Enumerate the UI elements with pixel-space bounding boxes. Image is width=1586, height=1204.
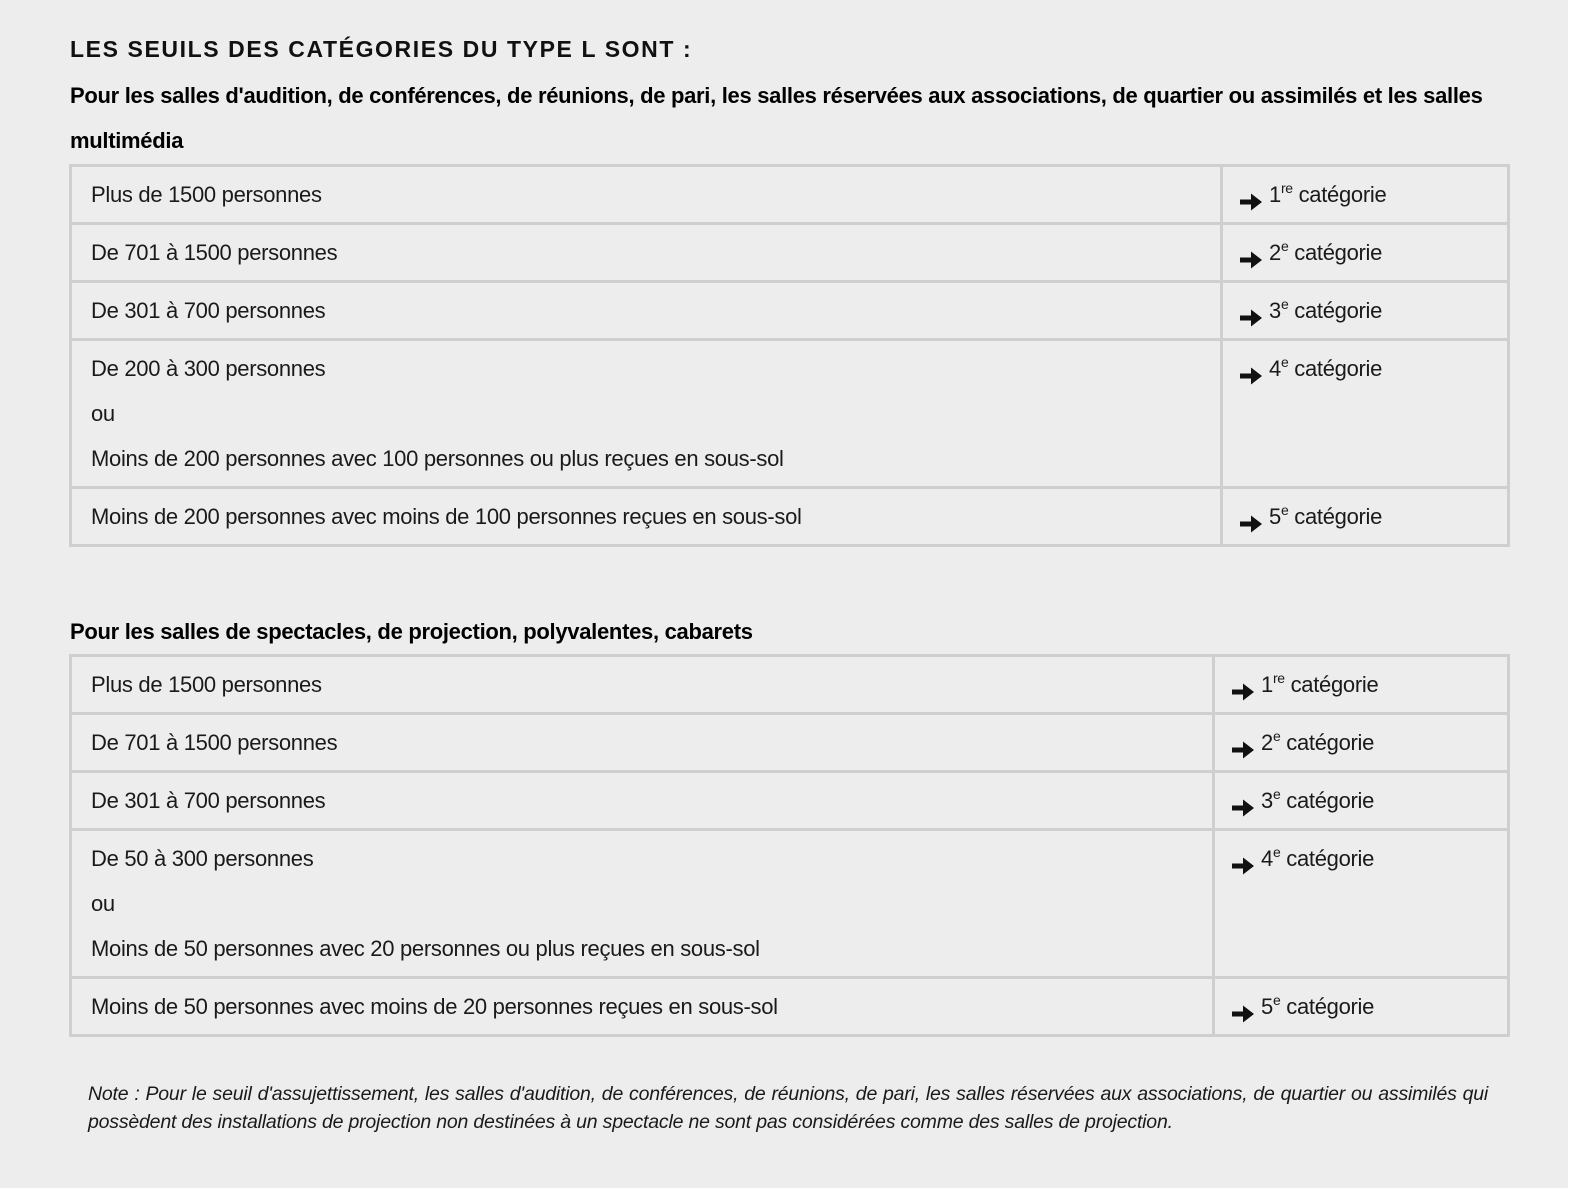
category-number: 3 bbox=[1269, 298, 1281, 323]
category-cell bbox=[1222, 166, 1509, 224]
category-number: 3 bbox=[1261, 788, 1273, 813]
range-cell bbox=[71, 978, 1214, 1036]
category-ordinal-suffix: e bbox=[1272, 992, 1281, 1008]
arrow-right-icon bbox=[1239, 357, 1263, 379]
category-ordinal-suffix: e bbox=[1280, 296, 1289, 312]
category-number: 5 bbox=[1261, 994, 1273, 1019]
category-number: 2 bbox=[1261, 730, 1273, 755]
category-label: catégorie bbox=[1290, 672, 1379, 697]
section-title-2: Pour les salles de spectacles, de projection, polyvalentes, cabarets bbox=[70, 619, 753, 644]
table-row bbox=[71, 830, 1509, 978]
range-text: Moins de 50 personnes avec moins de 20 personnes reçues en sous-sol bbox=[91, 994, 778, 1019]
range-text: De 200 à 300 personnes bbox=[91, 356, 326, 381]
category-ordinal-suffix: e bbox=[1280, 238, 1289, 254]
category-cell bbox=[1214, 978, 1509, 1036]
arrow-right-icon bbox=[1239, 299, 1263, 321]
category-label: catégorie bbox=[1294, 504, 1383, 529]
category-cell bbox=[1222, 282, 1509, 340]
category-cell bbox=[1222, 488, 1509, 546]
range-cell bbox=[71, 830, 1214, 978]
category-ordinal-suffix: e bbox=[1272, 786, 1281, 802]
category-cell bbox=[1222, 224, 1509, 282]
table-row bbox=[71, 714, 1509, 772]
range-text: Moins de 50 personnes avec 20 personnes ou plus reçues en sous-sol bbox=[91, 936, 760, 961]
category-number: 4 bbox=[1269, 356, 1281, 381]
category-ordinal-suffix: e bbox=[1272, 844, 1281, 860]
category-label: catégorie bbox=[1286, 846, 1375, 871]
table-row bbox=[71, 488, 1509, 546]
category-table-2 bbox=[69, 654, 1510, 1037]
range-text: Moins de 200 personnes avec moins de 100 personnes reçues en sous-sol bbox=[91, 504, 802, 529]
table-row bbox=[71, 224, 1509, 282]
range-text: De 701 à 1500 personnes bbox=[91, 240, 338, 265]
category-number: 4 bbox=[1261, 846, 1273, 871]
category-cell bbox=[1214, 830, 1509, 978]
arrow-right-icon bbox=[1231, 731, 1255, 753]
table-row bbox=[71, 656, 1509, 714]
category-cell bbox=[1214, 714, 1509, 772]
range-text: De 301 à 700 personnes bbox=[91, 788, 326, 813]
table-row bbox=[71, 166, 1509, 224]
range-text: ou bbox=[91, 891, 115, 916]
category-label: catégorie bbox=[1294, 356, 1383, 381]
range-text: De 50 à 300 personnes bbox=[91, 846, 314, 871]
arrow-right-icon bbox=[1239, 183, 1263, 205]
range-text: De 701 à 1500 personnes bbox=[91, 730, 338, 755]
range-cell bbox=[71, 166, 1222, 224]
arrow-right-icon bbox=[1231, 673, 1255, 695]
category-table-1 bbox=[69, 164, 1510, 547]
category-ordinal-suffix: e bbox=[1272, 728, 1281, 744]
category-cell bbox=[1222, 340, 1509, 488]
arrow-right-icon bbox=[1231, 847, 1255, 869]
range-cell bbox=[71, 340, 1222, 488]
range-cell bbox=[71, 488, 1222, 546]
category-label: catégorie bbox=[1286, 994, 1375, 1019]
category-cell bbox=[1214, 656, 1509, 714]
category-number: 5 bbox=[1269, 504, 1281, 529]
arrow-right-icon bbox=[1231, 789, 1255, 811]
table-row bbox=[71, 282, 1509, 340]
category-label: catégorie bbox=[1286, 788, 1375, 813]
category-number: 2 bbox=[1269, 240, 1281, 265]
page-heading: LES SEUILS DES CATÉGORIES DU TYPE L SONT : bbox=[70, 36, 693, 62]
section-title-1: Pour les salles d'audition, de conférences, de réunions, de pari, les salles réservées aux associations, de quartier ou assimilés et les salles multimédia bbox=[70, 83, 1483, 153]
category-ordinal-suffix: e bbox=[1280, 502, 1289, 518]
table-row bbox=[71, 772, 1509, 830]
range-cell bbox=[71, 224, 1222, 282]
range-text: ou bbox=[91, 401, 115, 426]
range-text: Moins de 200 personnes avec 100 personnes ou plus reçues en sous-sol bbox=[91, 446, 784, 471]
category-ordinal-suffix: re bbox=[1280, 180, 1293, 196]
category-label: catégorie bbox=[1298, 182, 1387, 207]
category-label: catégorie bbox=[1294, 240, 1383, 265]
arrow-right-icon bbox=[1239, 241, 1263, 263]
category-label: catégorie bbox=[1286, 730, 1375, 755]
category-ordinal-suffix: e bbox=[1280, 354, 1289, 370]
footnote: Note : Pour le seuil d'assujettissement, les salles d'audition, de conférences, de réunions, de pari, les salles réservées aux associations, de quartier ou assimilés qui possèdent des installations de projection non destinées à un spectacle ne sont pas considérées comme des salles de projection. bbox=[88, 1083, 1488, 1133]
range-cell bbox=[71, 282, 1222, 340]
table-row bbox=[71, 340, 1509, 488]
category-number: 1 bbox=[1269, 182, 1281, 207]
category-cell bbox=[1214, 772, 1509, 830]
arrow-right-icon bbox=[1231, 995, 1255, 1017]
table-row bbox=[71, 978, 1509, 1036]
category-ordinal-suffix: re bbox=[1272, 670, 1285, 686]
range-text: Plus de 1500 personnes bbox=[91, 672, 322, 697]
range-cell bbox=[71, 714, 1214, 772]
arrow-right-icon bbox=[1239, 505, 1263, 527]
range-text: Plus de 1500 personnes bbox=[91, 182, 322, 207]
category-number: 1 bbox=[1261, 672, 1273, 697]
range-text: De 301 à 700 personnes bbox=[91, 298, 326, 323]
range-cell bbox=[71, 656, 1214, 714]
range-cell bbox=[71, 772, 1214, 830]
category-label: catégorie bbox=[1294, 298, 1383, 323]
